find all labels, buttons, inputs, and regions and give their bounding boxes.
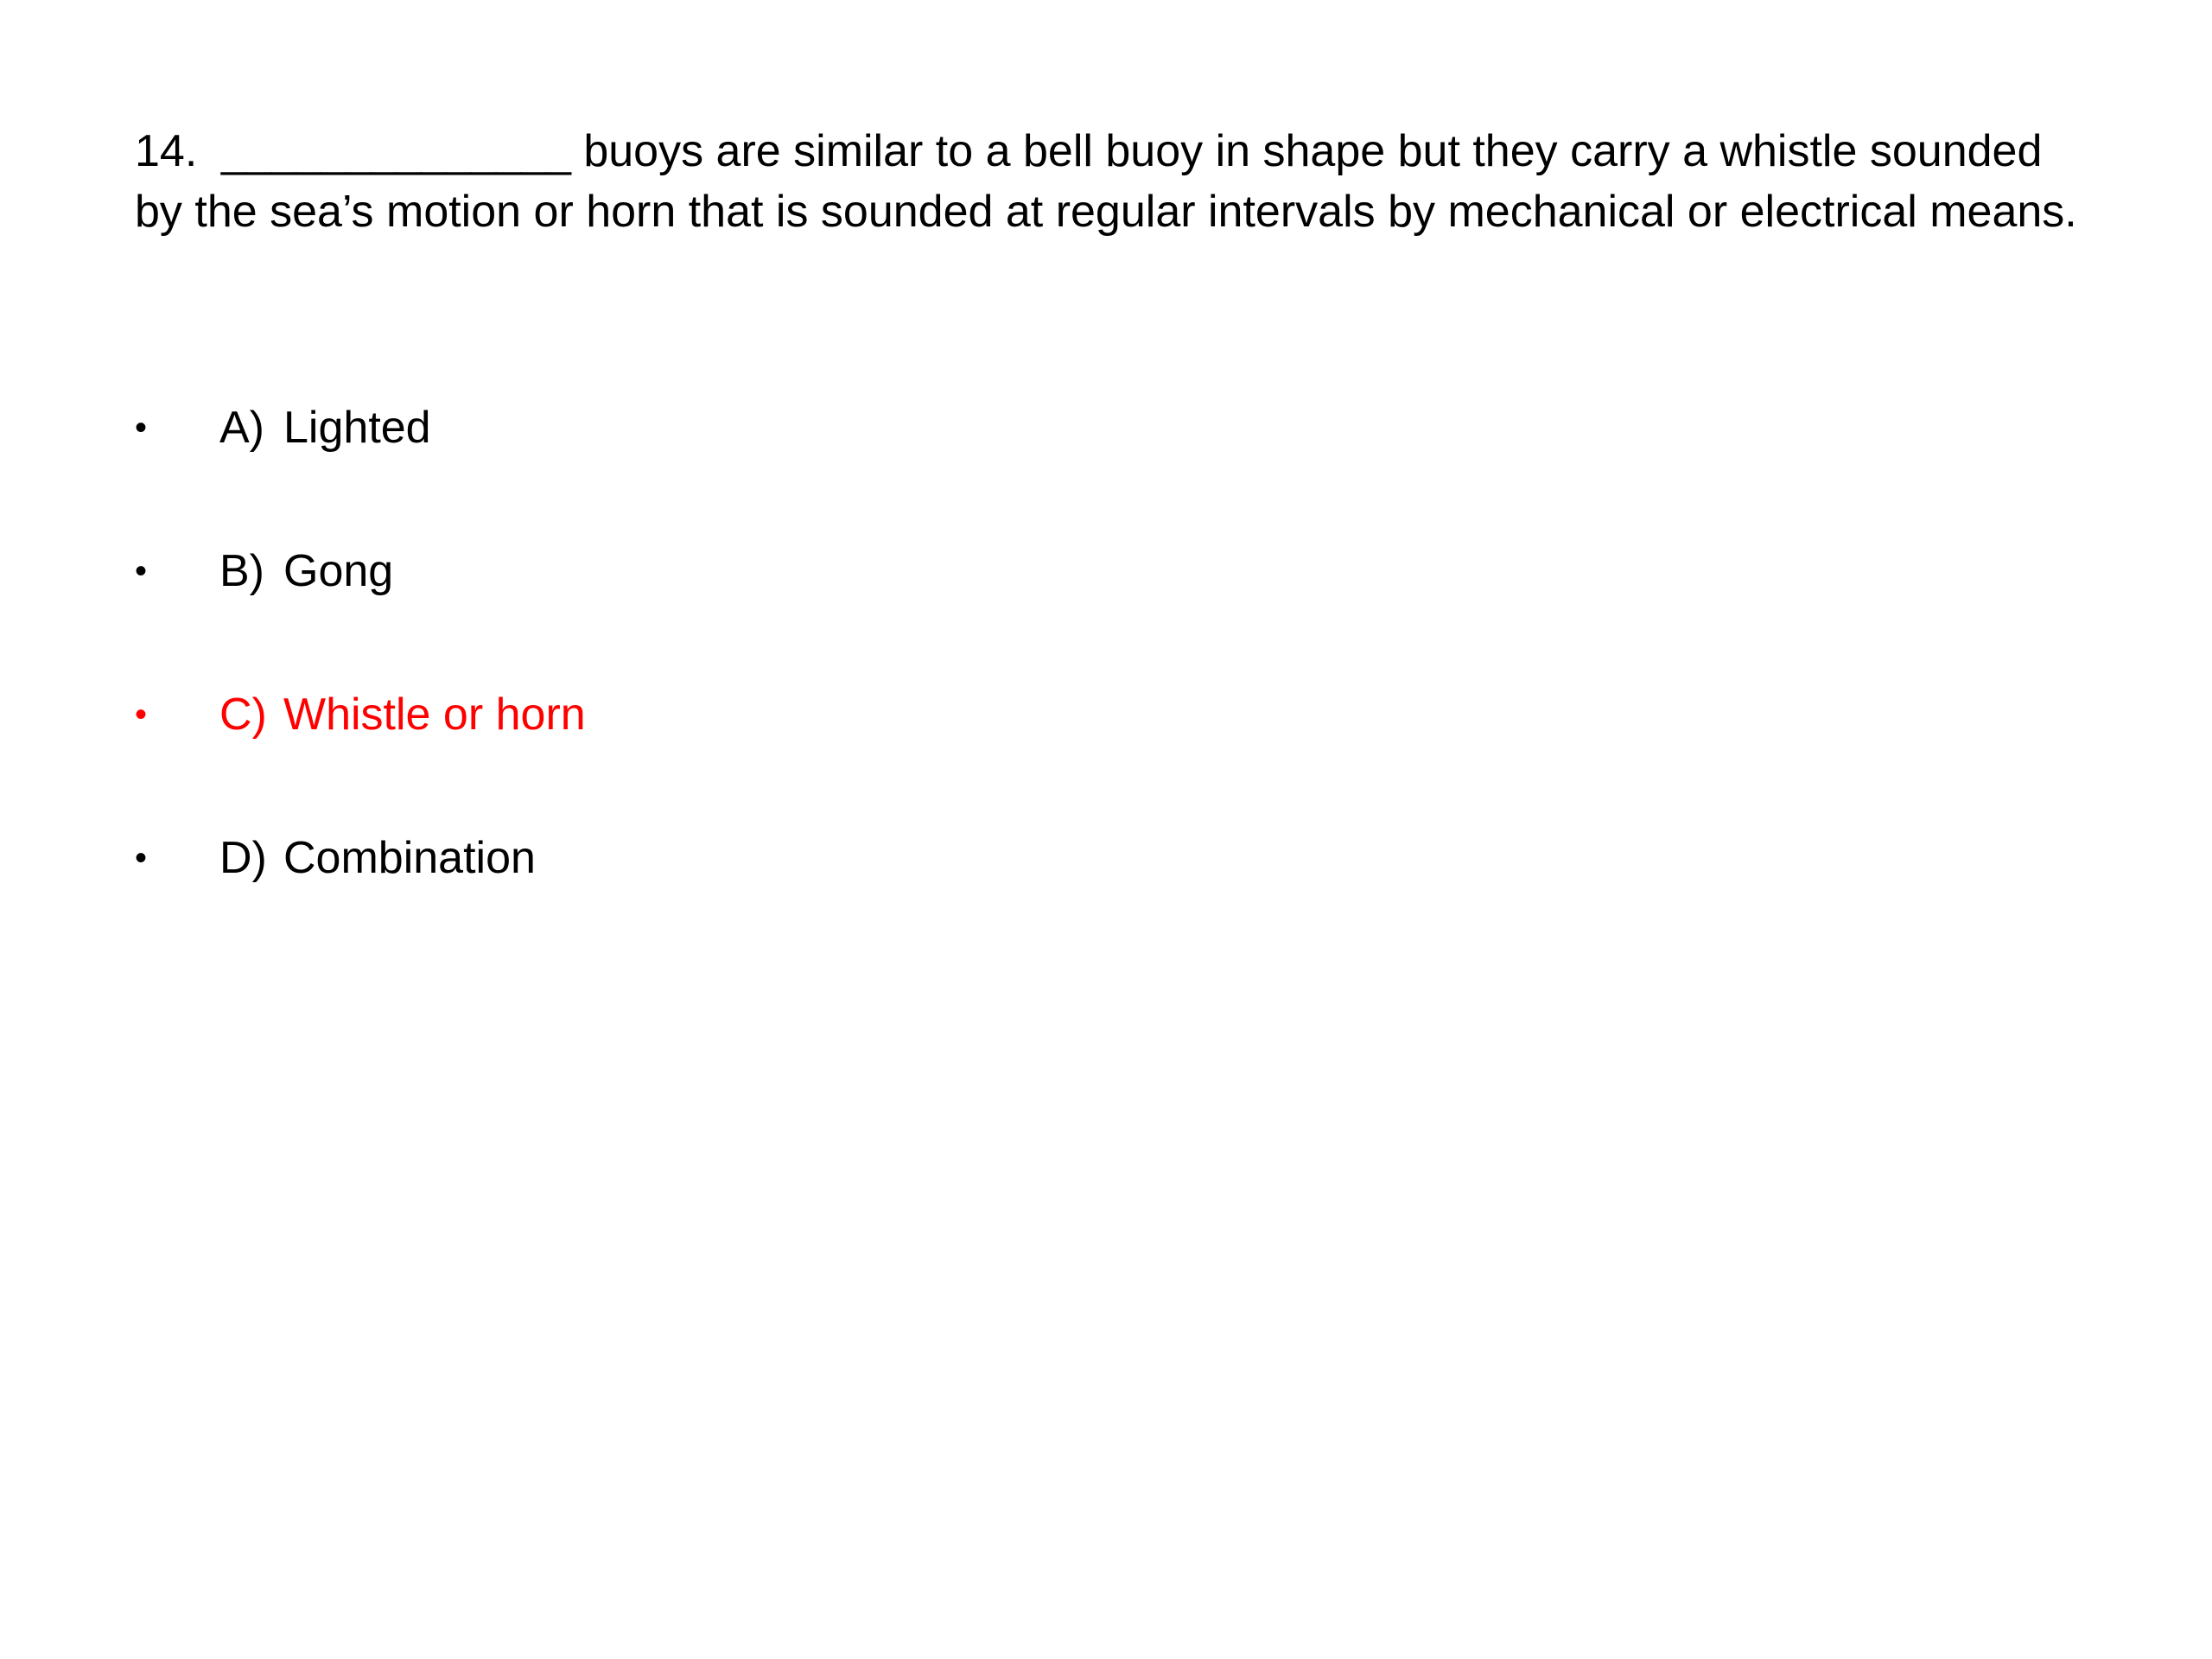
bullet-icon: • — [135, 696, 148, 734]
option-text: Lighted — [283, 403, 431, 453]
option-text: Combination — [283, 833, 536, 883]
question-body: ______________ buoys are similar to a bell buoy in shape but they carry a whistle sounded by the sea’s motion or horn that is sounded at regular intervals by mechanical or electrical means. — [135, 126, 2077, 237]
option-a — [135, 397, 1690, 541]
option-letter: D) — [219, 833, 267, 883]
question-number: 14. — [135, 126, 198, 176]
answer-options-list — [135, 397, 1690, 971]
bullet-icon: • — [135, 552, 148, 590]
option-d — [135, 828, 1690, 971]
option-c-correct-answer — [135, 684, 1690, 828]
option-text: Whistle or horn — [283, 690, 586, 740]
bullet-icon: • — [135, 409, 148, 447]
option-letter: A) — [219, 403, 264, 453]
option-b — [135, 541, 1690, 684]
question-text — [135, 121, 2088, 242]
option-letter: C) — [219, 690, 267, 740]
option-text: Gong — [283, 546, 394, 596]
option-letter: B) — [219, 546, 264, 596]
bullet-icon: • — [135, 839, 148, 877]
